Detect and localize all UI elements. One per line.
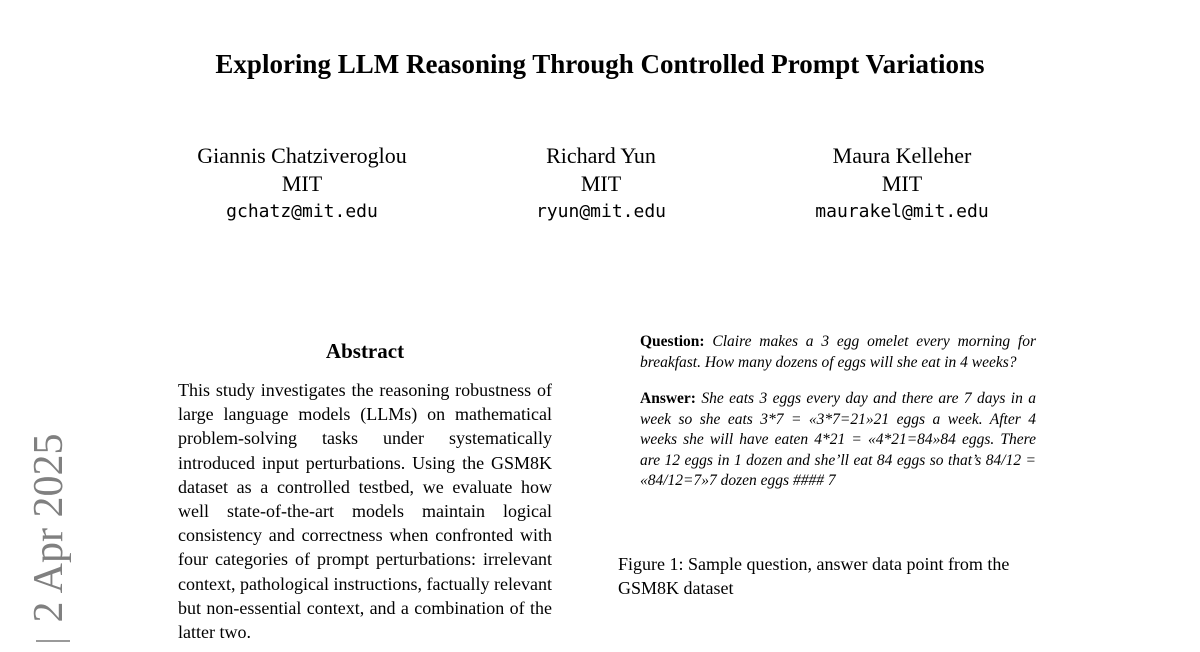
answer-text: She eats 3 eggs every day and there are 7 days in a week so she eats 3*7 = «3*7=21»21 eggs a week. After 4 weeks she will have eaten 4*21 = «4*21=84»84 eggs. There are 12 eggs in 1 dozen and she’ll eat 84 eggs so that’s 84/12 = «84/12=7»7 dozen eggs #### 7 (640, 390, 1036, 489)
author-email: maurakel@mit.edu (815, 201, 989, 222)
author-block-2 (441, 142, 761, 226)
author-affiliation: MIT (281, 171, 323, 196)
author-name: Maura Kelleher (832, 143, 972, 168)
answer-label: Answer: (640, 390, 702, 407)
question-text: Claire makes a 3 egg omelet every morning for breakfast. How many dozens of eggs will she eat in 4 weeks? (640, 333, 1037, 371)
figure-question (640, 332, 1036, 373)
figure-qa-example (640, 332, 1036, 492)
author-block-3 (742, 142, 1062, 226)
abstract-body: This study investigates the reasoning robustness of large language models (LLMs) on mathematical problem-solving tasks under systematically introduced input perturbations. Using the GSM8K dataset as a controlled testbed, we evaluate how well state-of-the-art models maintain logical consistency and correctness when confronted with four categories of prompt perturbations: irrelevant context, pathological instructions, factually relevant but non-essential context, and a combination of the latter two. (178, 380, 552, 643)
paper-title: Exploring LLM Reasoning Through Controlled Prompt Variations (215, 49, 985, 79)
author-email: ryun@mit.edu (535, 201, 667, 222)
author-block-1 (142, 142, 462, 226)
arxiv-stamp-divider (36, 640, 70, 652)
author-affiliation: MIT (881, 171, 923, 196)
author-name: Richard Yun (546, 143, 656, 168)
figure-answer (640, 389, 1036, 492)
abstract-heading: Abstract (325, 339, 405, 363)
question-label: Question: (640, 333, 713, 350)
figure-caption: Figure 1: Sample question, answer data point from the GSM8K dataset (618, 554, 1010, 598)
author-affiliation: MIT (580, 171, 622, 196)
author-name: Giannis Chatziveroglou (197, 143, 407, 168)
author-email: gchatz@mit.edu (226, 201, 378, 222)
arxiv-date-text: 2 Apr 2025 (26, 433, 72, 623)
